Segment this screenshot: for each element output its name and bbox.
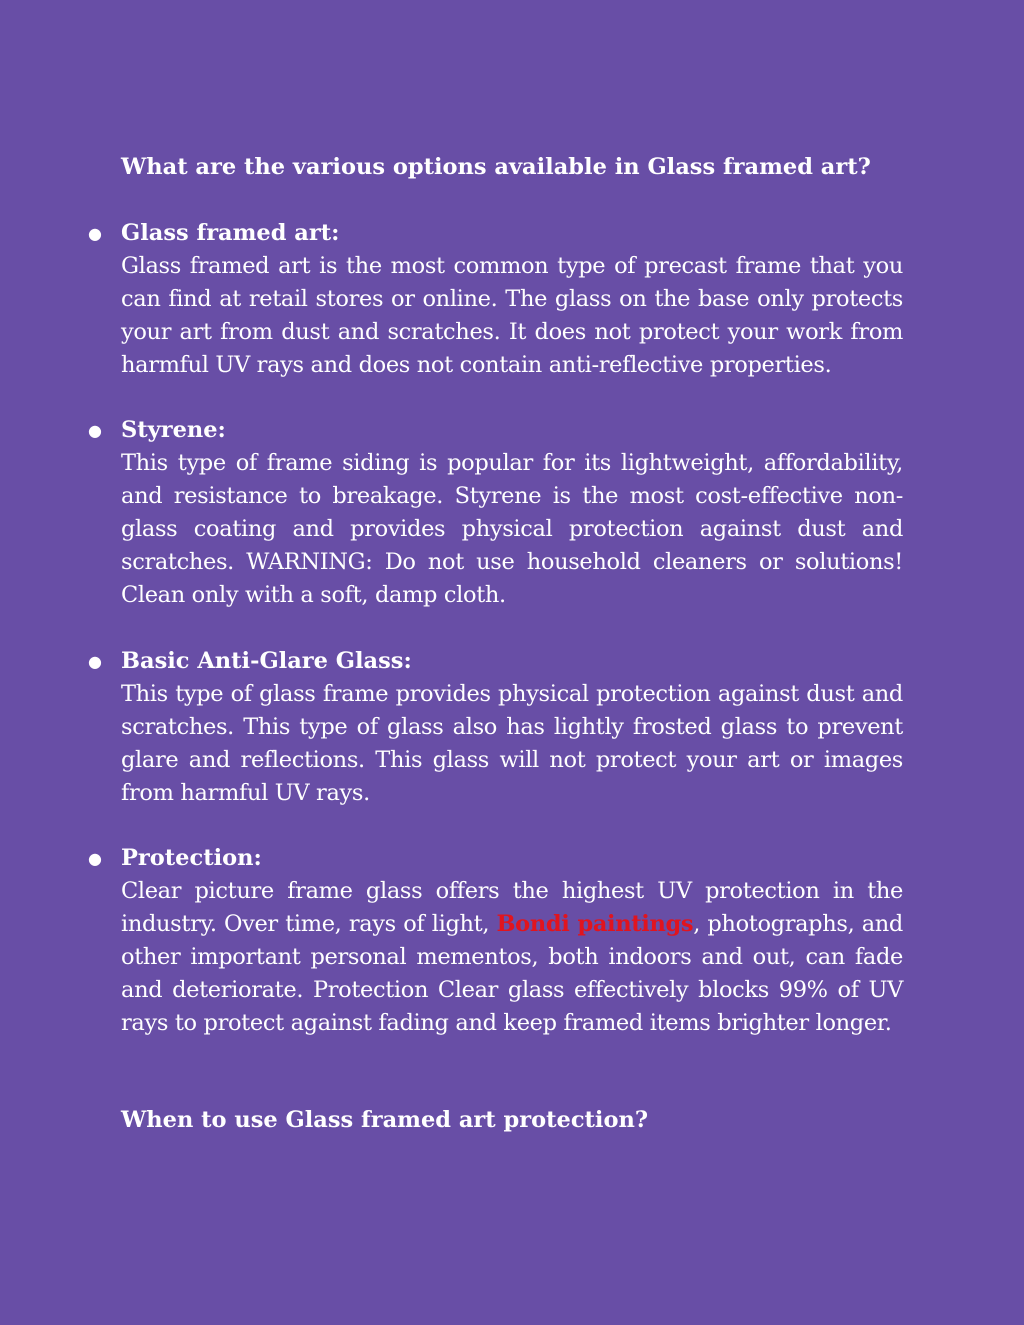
bondi-paintings-link[interactable]: Bondi paintings bbox=[496, 911, 694, 937]
bullet-icon: ● bbox=[88, 849, 102, 868]
bullet-icon: ● bbox=[88, 224, 102, 243]
item-title: Styrene: bbox=[121, 417, 226, 443]
item-body: Glass framed art is the most common type of precast frame that you can find at retail stores or online. The glass on the base only protects your art from dust and scratches. It does not protect your work from harmful UV rays and does not contain anti-reflective properties. bbox=[121, 253, 903, 378]
item-title: Protection: bbox=[121, 845, 262, 871]
item-body-text: , photographs, and other important personal mementos, both indoors and out, can fade and deteriorate. Protection Clear glass effectively blocks 99% of UV rays to protect against fading and keep framed items brighter longer. bbox=[121, 911, 903, 1036]
section-heading: When to use Glass framed art protection? bbox=[121, 1107, 649, 1133]
item-body bbox=[121, 875, 903, 1040]
item-body: This type of glass frame provides physical protection against dust and scratches. This type of glass also has lightly frosted glass to prevent glare and reflections. This glass will not protect your art or images from harmful UV rays. bbox=[121, 681, 903, 806]
section-heading: What are the various options available in Glass framed art? bbox=[121, 154, 871, 180]
item-title: Basic Anti-Glare Glass: bbox=[121, 648, 412, 674]
bullet-icon: ● bbox=[88, 421, 102, 440]
item-body: This type of frame siding is popular for its lightweight, affordability, and resistance to breakage. Styrene is the most cost-effective non-glass coating and provides physical protection against dust and scratches. WARNING: Do not use household cleaners or solutions! Clean only with a soft, damp cloth. bbox=[121, 450, 903, 608]
item-body-text: Clear picture frame glass offers the highest UV protection in the industry. Over time, rays of light, bbox=[121, 878, 903, 937]
item-title: Glass framed art: bbox=[121, 220, 340, 246]
bullet-icon: ● bbox=[88, 652, 102, 671]
